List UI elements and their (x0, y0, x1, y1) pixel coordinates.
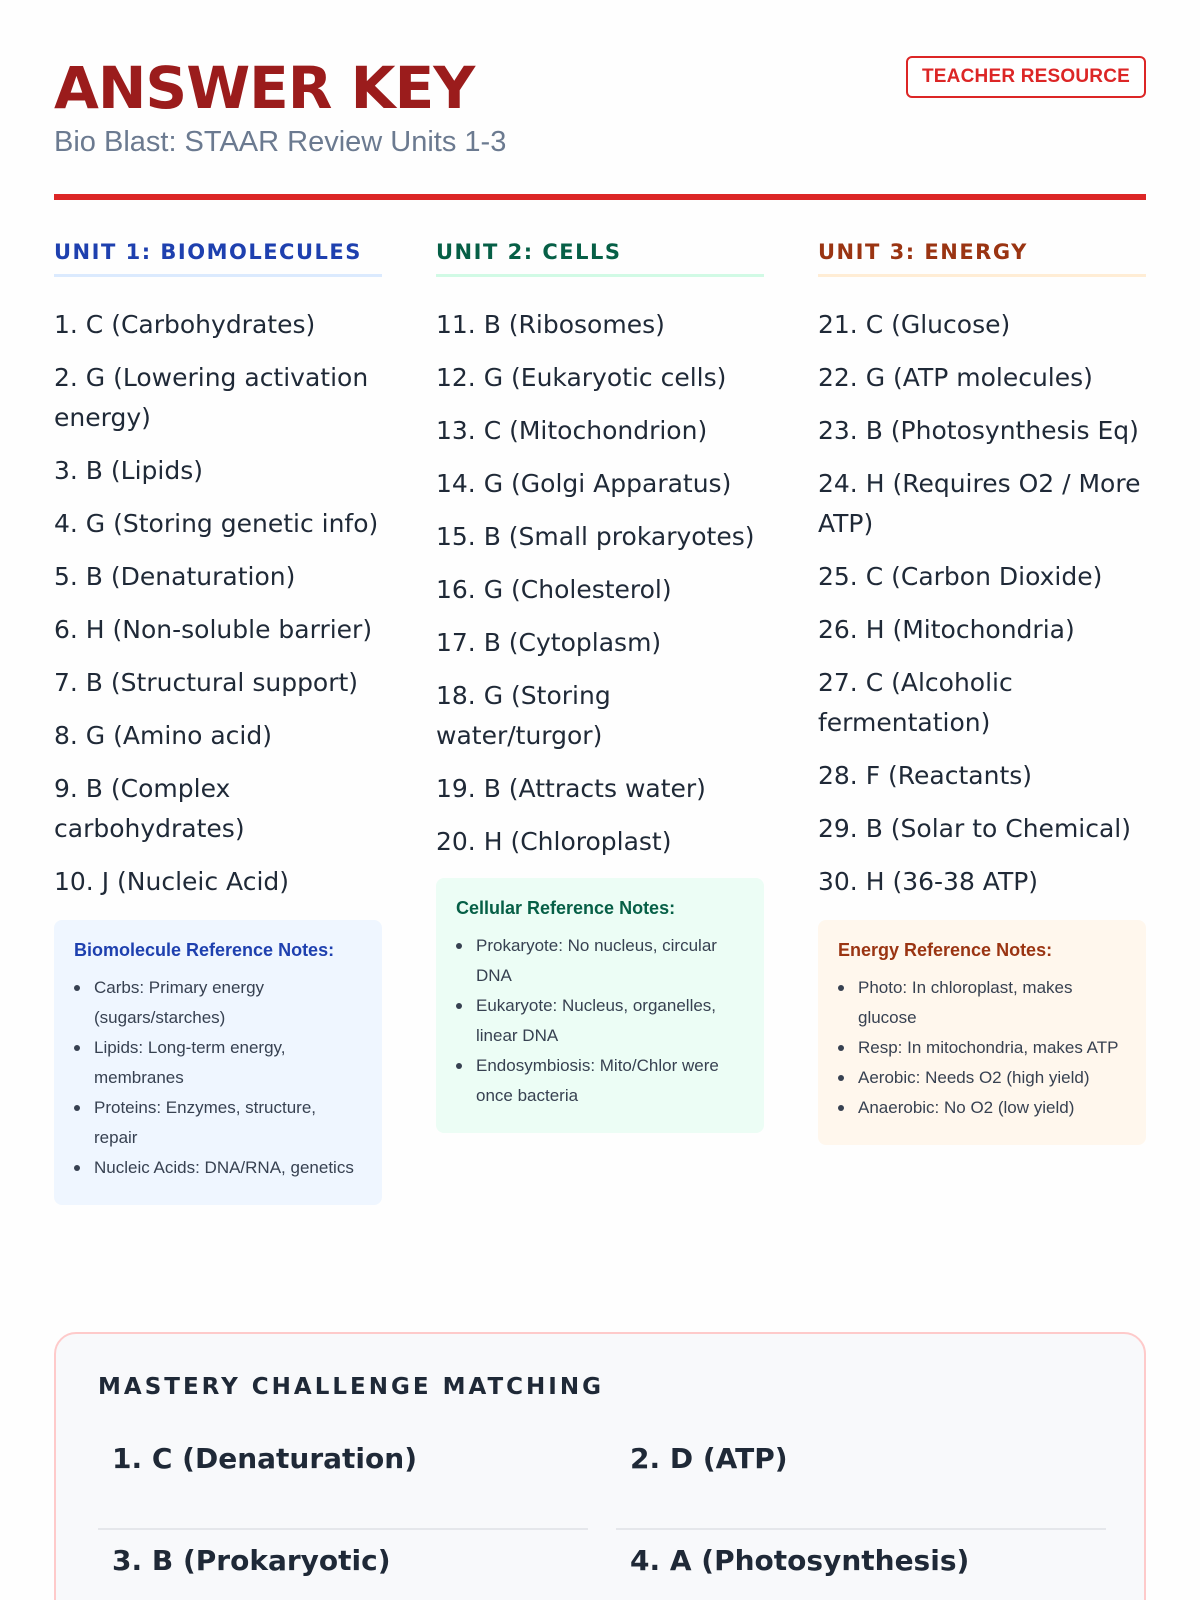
notes-title: Biomolecule Reference Notes: (74, 940, 335, 960)
answer-item: 10. J (Nucleic Acid) (54, 867, 290, 896)
note-item (74, 1093, 362, 1153)
unit-1-heading: UNIT 1: BIOMOLECULES (54, 240, 382, 277)
unit-2-column (436, 240, 764, 1133)
bullet-icon (838, 1075, 844, 1081)
note-item (456, 991, 744, 1051)
answer-item: 22. G (ATP molecules) (818, 363, 1093, 392)
note-item (456, 1051, 744, 1111)
answer-item: 28. F (Reactants) (818, 761, 1033, 790)
note-item (74, 1033, 362, 1093)
teacher-resource-badge: TEACHER RESOURCE (906, 56, 1146, 98)
note-text: Photo: In chloroplast, makes glucose (858, 978, 1073, 1027)
bullet-icon (74, 1045, 80, 1051)
answer-item: 8. G (Amino acid) (54, 721, 272, 750)
mastery-item: 1. C (Denaturation) (98, 1428, 588, 1530)
note-text: Eukaryote: Nucleus, organelles, linear DNA (476, 996, 717, 1045)
page-subtitle: Bio Blast: STAAR Review Units 1-3 (54, 126, 507, 158)
answer-item: 24. H (Requires O2 / More ATP) (818, 469, 1141, 538)
note-text: Lipids: Long-term energy, membranes (94, 1038, 286, 1087)
mastery-item: 4. A (Photosynthesis) (616, 1530, 1106, 1600)
bullet-icon (838, 1045, 844, 1051)
answer-item: 21. C (Glucose) (818, 310, 1011, 339)
answer-item: 16. G (Cholesterol) (436, 575, 672, 604)
answer-item: 20. H (Chloroplast) (436, 827, 672, 856)
answer-item: 5. B (Denaturation) (54, 562, 296, 591)
note-text: Proteins: Enzymes, structure, repair (94, 1098, 317, 1147)
bullet-icon (838, 1105, 844, 1111)
unit-2-heading: UNIT 2: CELLS (436, 240, 764, 277)
note-item (838, 1033, 1126, 1063)
answer-item: 12. G (Eukaryotic cells) (436, 363, 727, 392)
answer-item: 11. B (Ribosomes) (436, 310, 665, 339)
header-divider (54, 194, 1146, 200)
answer-item: 26. H (Mitochondria) (818, 615, 1075, 644)
bullet-icon (456, 943, 462, 949)
note-text: Aerobic: Needs O2 (high yield) (858, 1068, 1090, 1087)
bullet-icon (838, 985, 844, 991)
answer-item: 14. G (Golgi Apparatus) (436, 469, 732, 498)
bullet-icon (456, 1003, 462, 1009)
note-item (838, 1093, 1126, 1123)
note-item (456, 931, 744, 991)
mastery-item: 2. D (ATP) (616, 1428, 1106, 1530)
mastery-item: 3. B (Prokaryotic) (98, 1530, 588, 1600)
unit-3-column (818, 240, 1146, 1145)
note-item (74, 973, 362, 1033)
answer-item: 30. H (36-38 ATP) (818, 867, 1039, 896)
unit-3-reference-notes (818, 920, 1146, 1145)
note-text: Nucleic Acids: DNA/RNA, genetics (94, 1158, 354, 1177)
answer-item: 17. B (Cytoplasm) (436, 628, 662, 657)
note-text: Prokaryote: No nucleus, circular DNA (476, 936, 717, 985)
answer-item: 25. C (Carbon Dioxide) (818, 562, 1103, 591)
bullet-icon (74, 985, 80, 991)
unit-2-reference-notes (436, 878, 764, 1133)
bullet-icon (74, 1105, 80, 1111)
note-text: Endosymbiosis: Mito/Chlor were once bacteria (476, 1056, 719, 1105)
mastery-challenge-panel (54, 1332, 1146, 1600)
answer-item: 6. H (Non-soluble barrier) (54, 615, 373, 644)
unit-1-answer-list (54, 305, 382, 902)
unit-3-heading: UNIT 3: ENERGY (818, 240, 1146, 277)
answer-item: 1. C (Carbohydrates) (54, 310, 316, 339)
page-title: ANSWER KEY (54, 54, 475, 122)
answer-item: 7. B (Structural support) (54, 668, 359, 697)
answer-item: 15. B (Small prokaryotes) (436, 522, 755, 551)
page-header (54, 56, 1146, 200)
answer-item: 27. C (Alcoholic fermentation) (818, 668, 1013, 737)
answer-item: 19. B (Attracts water) (436, 774, 706, 803)
answer-item: 29. B (Solar to Chemical) (818, 814, 1132, 843)
answer-item: 9. B (Complex carbohydrates) (54, 774, 245, 843)
note-item (838, 973, 1126, 1033)
note-text: Anaerobic: No O2 (low yield) (858, 1098, 1075, 1117)
answer-item: 18. G (Storing water/turgor) (436, 681, 611, 750)
answer-item: 3. B (Lipids) (54, 456, 203, 485)
unit-2-answer-list (436, 305, 764, 862)
notes-title: Cellular Reference Notes: (456, 898, 676, 918)
answer-item: 13. C (Mitochondrion) (436, 416, 708, 445)
note-item (838, 1063, 1126, 1093)
notes-title: Energy Reference Notes: (838, 940, 1053, 960)
note-text: Resp: In mitochondria, makes ATP (858, 1038, 1119, 1057)
unit-1-reference-notes (54, 920, 382, 1205)
bullet-icon (74, 1165, 80, 1171)
mastery-grid (98, 1428, 1102, 1600)
note-text: Carbs: Primary energy (sugars/starches) (94, 978, 265, 1027)
answer-item: 4. G (Storing genetic info) (54, 509, 379, 538)
unit-1-column (54, 240, 382, 1205)
note-item (74, 1153, 362, 1183)
bullet-icon (456, 1063, 462, 1069)
unit-3-answer-list (818, 305, 1146, 902)
answer-item: 23. B (Photosynthesis Eq) (818, 416, 1139, 445)
answer-item: 2. G (Lowering activation energy) (54, 363, 369, 432)
mastery-title: MASTERY CHALLENGE MATCHING (98, 1374, 604, 1400)
